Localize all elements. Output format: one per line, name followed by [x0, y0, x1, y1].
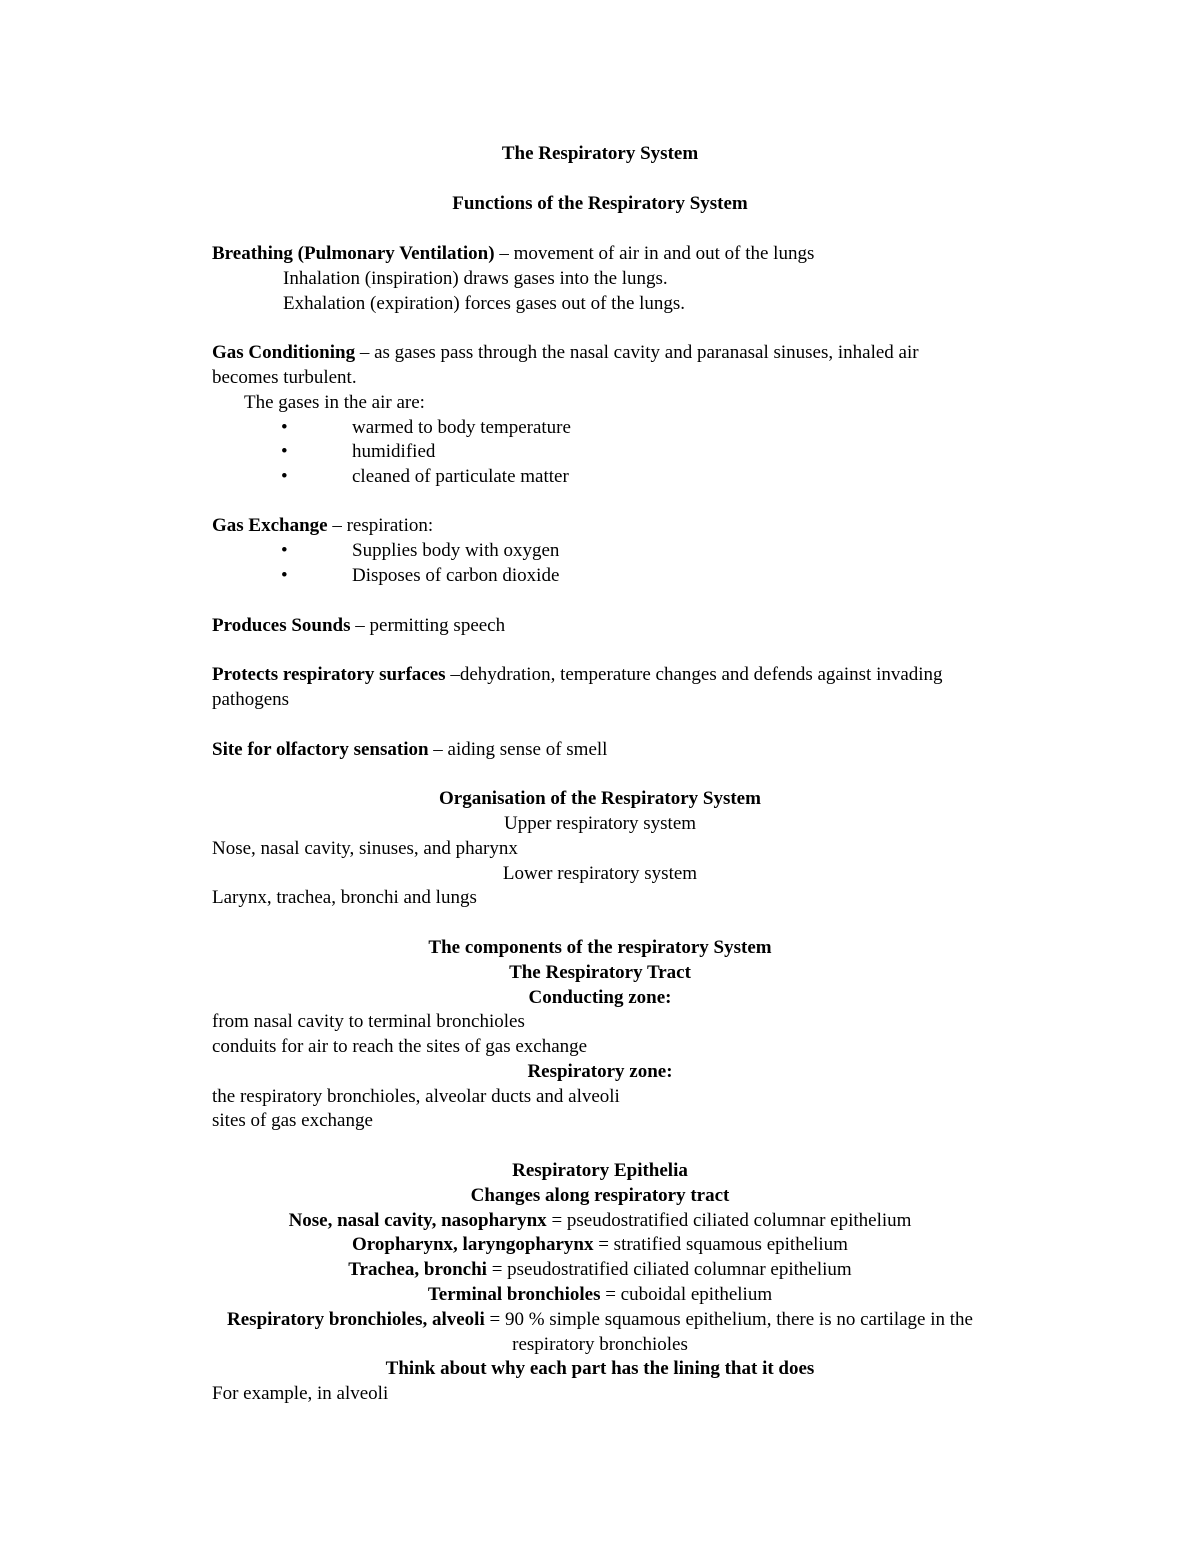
document-page: The Respiratory System Functions of the Respiratory System Breathing (Pulmonary Ventilation) – movement of air in and out of the lungs Inhalation (inspiration) draws gases into the lungs. Exhalation (expiration) forces gases out of the lungs. Gas Conditioning – as gases pass through the nasal cavity and paranasal sinuses, inhaled air becomes turbulent. The gases in the air are: • warmed to body temperature • humidified • cleaned of particulate matter Gas Exchange – respiration: • Supplies body with oxygen • Disposes of carbon dioxide Produces Sounds – permitting speech Protects respiratory surfaces –dehydration, temperature changes and defends against invading pathogens Site for olfactory sensation – aiding sense of smell Organisation of the Respiratory System Upper respiratory system Nose, nasal cavity, sinuses, and pharynx Lower respiratory system Larynx, trachea, bronchi and lungs The components of the respiratory System The Respiratory Tract Conducting zone: from nasal cavity to terminal bronchioles conduits for air to reach the sites of gas exchange Respiratory zone: the respiratory bronchioles, alveolar ducts and alveoli sites of gas exchange Respiratory Epithelia Changes along respiratory tract Nose, nasal cavity, nasopharynx = pseudostratified ciliated columnar epithelium Oropharynx, laryngopharynx = stratified squamous epithelium Trachea, bronchi = pseudostratified ciliated columnar epithelium Terminal bronchioles = cuboidal epithelium Respiratory bronchioles, alveoli = 90 % simple squamous epithelium, there is no cartilage in the respiratory bronchioles Think about why each part has the lining that it does For example, in alveoli — [0, 0, 1200, 1553]
breathing-entry: Breathing (Pulmonary Ventilation) – movement of air in and out of the lungs — [212, 243, 815, 264]
epithelium-row: Respiratory bronchioles, alveoli = 90 % simple squamous epithelium, there is no cartilage in the — [227, 1309, 973, 1330]
epithelia-subheading: Changes along respiratory tract — [470, 1185, 730, 1206]
bullet-icon: • — [281, 565, 288, 586]
bullet-icon: • — [281, 441, 288, 462]
organisation-heading: Organisation of the Respiratory System — [439, 788, 761, 809]
conducting-zone-label: Conducting zone: — [528, 987, 672, 1008]
conducting-zone-line: from nasal cavity to terminal bronchioles — [212, 1011, 525, 1032]
gas-exchange-entry: Gas Exchange – respiration: — [212, 515, 434, 536]
protects-entry: Protects respiratory surfaces –dehydration, temperature changes and defends against invading — [212, 664, 943, 685]
epithelium-row: Trachea, bronchi = pseudostratified ciliated columnar epithelium — [348, 1259, 852, 1280]
bullet-icon: • — [281, 466, 288, 487]
upper-respiratory-label: Upper respiratory system — [503, 813, 697, 834]
respiratory-zone-line: sites of gas exchange — [212, 1110, 373, 1131]
epithelium-row: Nose, nasal cavity, nasopharynx = pseudostratified ciliated columnar epithelium — [288, 1210, 912, 1231]
respiratory-zone-label: Respiratory zone: — [527, 1061, 673, 1082]
epithelium-row: Oropharynx, laryngopharynx = stratified squamous epithelium — [352, 1234, 848, 1255]
gases-intro: The gases in the air are: — [244, 392, 425, 413]
epithelium-row-continuation: respiratory bronchioles — [512, 1334, 688, 1355]
upper-respiratory-parts: Nose, nasal cavity, sinuses, and pharynx — [212, 838, 518, 859]
lower-respiratory-parts: Larynx, trachea, bronchi and lungs — [212, 887, 477, 908]
epithelia-heading: Respiratory Epithelia — [512, 1160, 688, 1181]
document-title: The Respiratory System — [501, 143, 699, 164]
functions-heading: Functions of the Respiratory System — [452, 193, 748, 214]
epithelium-row: Terminal bronchioles = cuboidal epithelium — [427, 1284, 773, 1305]
respiratory-zone-line: the respiratory bronchioles, alveolar ducts and alveoli — [212, 1086, 620, 1107]
produces-sounds-entry: Produces Sounds – permitting speech — [212, 615, 506, 636]
components-heading: The components of the respiratory System — [428, 937, 772, 958]
bullet-icon: • — [281, 540, 288, 561]
respiratory-tract-heading: The Respiratory Tract — [509, 962, 691, 983]
think-prompt: Think about why each part has the lining that it does — [385, 1358, 815, 1379]
exhalation-line: Exhalation (expiration) forces gases out of the lungs. — [283, 293, 686, 314]
gas-conditioning-continuation: becomes turbulent. — [212, 367, 357, 388]
bullet-icon: • — [281, 417, 288, 438]
gas-conditioning-entry: Gas Conditioning – as gases pass through the nasal cavity and paranasal sinuses, inhaled air — [212, 342, 919, 363]
protects-continuation: pathogens — [212, 689, 290, 710]
example-line: For example, in alveoli — [212, 1383, 389, 1404]
olfactory-entry: Site for olfactory sensation – aiding sense of smell — [212, 739, 608, 760]
conducting-zone-line: conduits for air to reach the sites of gas exchange — [212, 1036, 588, 1057]
inhalation-line: Inhalation (inspiration) draws gases into the lungs. — [283, 268, 668, 289]
lower-respiratory-label: Lower respiratory system — [502, 863, 698, 884]
